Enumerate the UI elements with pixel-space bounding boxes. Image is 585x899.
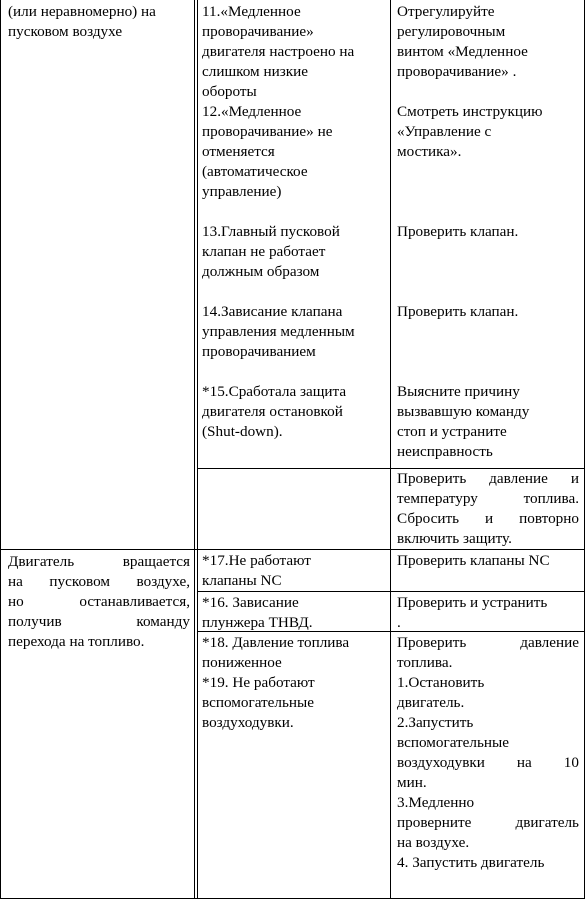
word: вращается: [122, 553, 190, 570]
text-line: *16. Зависание: [202, 594, 299, 611]
row1-symptom-cell: [8, 2, 194, 42]
text-gap: [397, 342, 581, 362]
word: останавливается,: [79, 593, 190, 610]
text-line: проворачивание» не: [202, 123, 333, 140]
text-line: [8, 552, 190, 572]
row4-remedy-cell: [397, 593, 581, 633]
text-line: двигателя настроено на: [202, 43, 355, 60]
text-line: Проверить клапан.: [397, 223, 519, 240]
text-line: управление): [202, 183, 282, 200]
text-line: управления медленным: [202, 323, 355, 340]
text-line: [397, 633, 579, 653]
text-gap: [397, 282, 581, 302]
text-line: отменяется: [202, 143, 275, 160]
text-line: мин.: [397, 774, 427, 791]
text-gap: [202, 362, 388, 382]
text-line: 11.«Медленное: [202, 3, 301, 20]
row3-cause-cell: [202, 551, 388, 591]
text-line: вспомогательные: [397, 734, 509, 751]
text-line: 13.Главный пусковой: [202, 223, 340, 240]
word: топлива.: [523, 490, 579, 507]
row-divider-3: [197, 591, 585, 592]
word: но: [8, 593, 24, 610]
text-line: стоп и устраните: [397, 423, 507, 440]
table-border-left: [0, 0, 1, 899]
word: воздуходувки: [397, 754, 485, 771]
text-line: клапаны NC: [202, 572, 282, 589]
text-line: неисправность: [397, 443, 493, 460]
text-line: [397, 813, 579, 833]
word: Проверить: [397, 634, 467, 651]
row1-cause-cell: [202, 2, 388, 442]
text-line: Смотреть инструкцию: [397, 103, 543, 120]
text-line: 12.«Медленное: [202, 103, 302, 120]
text-line: включить защиту.: [397, 530, 512, 547]
text-gap: [397, 262, 581, 282]
text-line: вспомогательные: [202, 694, 314, 711]
word: давление: [489, 470, 548, 487]
text-line: проворачивание»: [202, 23, 314, 40]
text-gap: [397, 162, 581, 182]
word: Проверить: [397, 470, 467, 487]
text-line: [8, 592, 190, 612]
text-line: Проверить клапан.: [397, 303, 519, 320]
word: Двигатель: [8, 553, 75, 570]
text-line: проворачиванием: [202, 343, 316, 360]
text-line: [397, 509, 579, 529]
text-gap: [397, 322, 581, 342]
text-line: *19. Не работают: [202, 674, 315, 691]
text-gap: [397, 242, 581, 262]
word: пусковом: [49, 573, 111, 590]
text-line: двигателя остановкой: [202, 403, 343, 420]
text-line: регулировочным: [397, 23, 506, 40]
text-line: Выясните причину: [397, 383, 520, 400]
column-divider-1a: [194, 0, 195, 899]
text-line: 4. Запустить двигатель: [397, 854, 545, 871]
word: команду: [136, 613, 190, 630]
text-line: Проверить клапаны NC: [397, 552, 550, 569]
text-gap: [397, 182, 581, 202]
text-line: (или неравномерно) на: [8, 3, 156, 20]
text-line: пусковом воздухе: [8, 23, 123, 40]
word: двигатель: [515, 814, 579, 831]
text-line: .: [397, 614, 401, 631]
word: повторно: [519, 510, 579, 527]
text-line: (Shut-down).: [202, 423, 283, 440]
column-divider-1b: [197, 0, 198, 899]
row3-remedy-cell: [397, 551, 581, 571]
text-gap: [202, 282, 388, 302]
text-line: на воздухе.: [397, 834, 470, 851]
text-line: воздуходувки.: [202, 714, 294, 731]
word: давление: [520, 634, 579, 651]
text-line: вызвавшую команду: [397, 403, 530, 420]
row3-symptom-cell: [8, 552, 190, 652]
word: 10: [563, 754, 579, 771]
text-line: [397, 753, 579, 773]
text-line: проворачивание» .: [397, 63, 517, 80]
text-line: мостика».: [397, 143, 462, 160]
text-line: пониженное: [202, 654, 282, 671]
text-line: обороты: [202, 83, 257, 100]
text-line: 2.Запустить: [397, 714, 474, 731]
word: получив: [8, 613, 62, 630]
word: и: [570, 470, 579, 487]
text-line: Отрегулируйте: [397, 3, 495, 20]
row2-remedy-cell: [397, 469, 579, 549]
row4-cause-cell: [202, 593, 388, 633]
text-line: [397, 489, 579, 509]
word: температуру: [397, 490, 478, 507]
column-divider-2: [390, 0, 391, 899]
text-line: слишком низкие: [202, 63, 308, 80]
text-line: *18. Давление топлива: [202, 634, 350, 651]
text-line: (автоматическое: [202, 163, 308, 180]
text-line: двигатель.: [397, 694, 465, 711]
text-line: [8, 612, 190, 632]
text-gap: [397, 82, 581, 102]
text-line: *15.Сработала защита: [202, 383, 347, 400]
text-line: Проверить и устранить: [397, 594, 548, 611]
word: на: [516, 754, 532, 771]
text-gap: [397, 202, 581, 222]
word: и: [485, 510, 494, 527]
text-line: должным образом: [202, 263, 320, 280]
word: Сбросить: [397, 510, 460, 527]
text-line: плунжера ТНВД.: [202, 614, 313, 631]
text-line: перехода на топливо.: [8, 633, 145, 650]
text-line: 14.Зависание клапана: [202, 303, 343, 320]
row1-remedy-cell: [397, 2, 581, 462]
text-gap: [202, 202, 388, 222]
word: на: [8, 573, 23, 590]
word: воздухе,: [136, 573, 190, 590]
row5-cause-cell: [202, 633, 388, 733]
text-line: топлива.: [397, 654, 453, 671]
text-line: «Управление с: [397, 123, 492, 140]
word: проверните: [397, 814, 472, 831]
text-line: 3.Медленно: [397, 794, 475, 811]
text-line: *17.Не работают: [202, 552, 311, 569]
text-line: клапан не работает: [202, 243, 326, 260]
text-line: 1.Остановить: [397, 674, 485, 691]
text-line: [397, 469, 579, 489]
text-gap: [397, 362, 581, 382]
text-line: [8, 572, 190, 592]
row-divider-2: [0, 549, 585, 550]
text-line: винтом «Медленное: [397, 43, 528, 60]
row5-remedy-cell: [397, 633, 579, 873]
